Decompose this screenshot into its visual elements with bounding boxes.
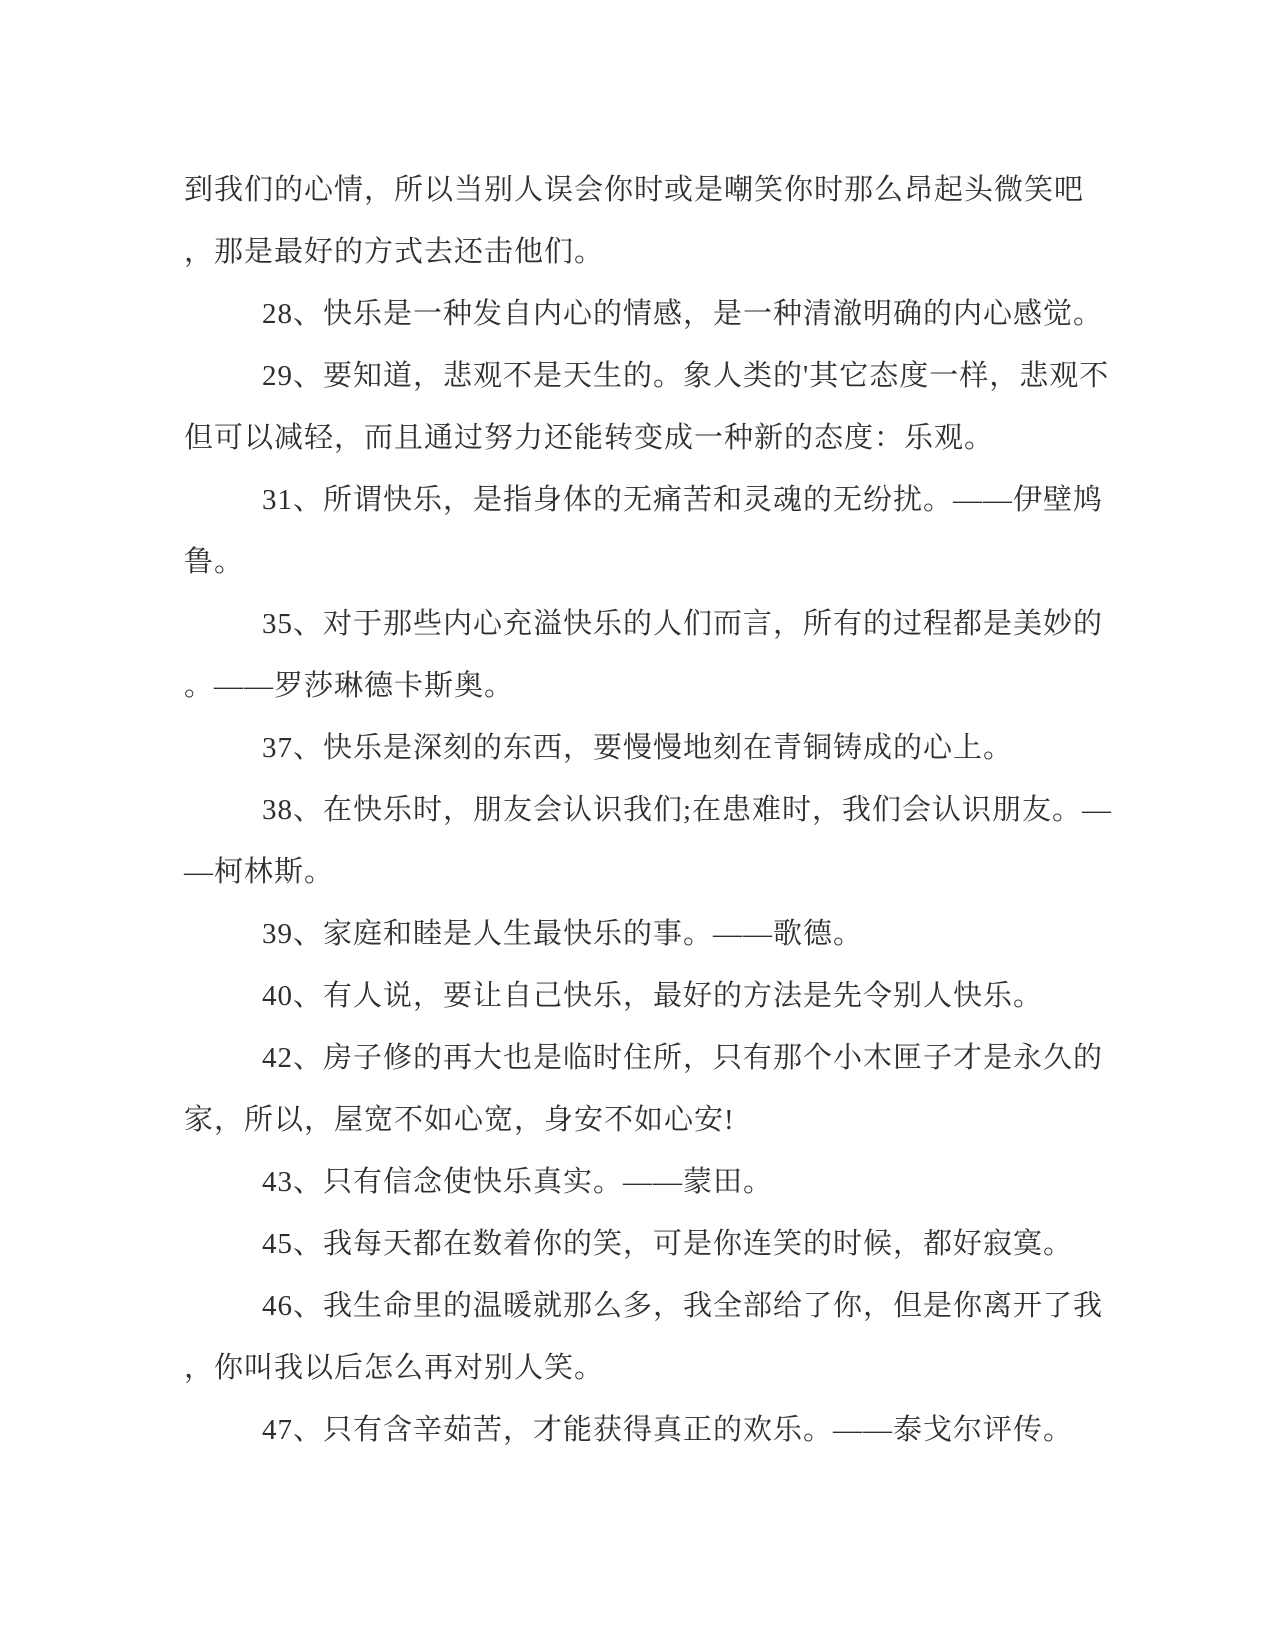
text-line: 46、我生命里的温暖就那么多，我全部给了你，但是你离开了我 (262, 1290, 1104, 1322)
text-line: 38、在快乐时，朋友会认识我们;在患难时，我们会认识朋友。— (262, 794, 1113, 826)
text-line: 39、家庭和睦是人生最快乐的事。——歌德。 (262, 918, 864, 950)
document-body (184, 159, 1113, 1461)
text-line: 但可以减轻，而且通过努力还能转变成一种新的态度：乐观。 (184, 422, 995, 454)
text-line: 家，所以，屋宽不如心宽，身安不如心安! (184, 1104, 735, 1136)
text-line: 40、有人说，要让自己快乐，最好的方法是先令别人快乐。 (262, 980, 1044, 1012)
text-line: 45、我每天都在数着你的笑，可是你连笑的时候，都好寂寞。 (262, 1228, 1074, 1260)
text-line: 47、只有含辛茹苦，才能获得真正的欢乐。——泰戈尔评传。 (262, 1414, 1074, 1446)
text-line: 鲁。 (184, 546, 245, 578)
text-line: 29、要知道，悲观不是天生的。象人类的'其它态度一样，悲观不 (262, 360, 1110, 392)
text-line: 43、只有信念使快乐真实。——蒙田。 (262, 1166, 774, 1198)
text-line: ，你叫我以后怎么再对别人笑。 (184, 1352, 605, 1384)
text-line: 35、对于那些内心充溢快乐的人们而言，所有的过程都是美妙的 (262, 608, 1104, 640)
text-line: 到我们的心情，所以当别人误会你时或是嘲笑你时那么昂起头微笑吧 (184, 174, 1085, 206)
text-line: 42、房子修的再大也是临时住所，只有那个小木匣子才是永久的 (262, 1042, 1104, 1074)
text-line: 28、快乐是一种发自内心的情感，是一种清澈明确的内心感觉。 (262, 298, 1104, 330)
text-line: 31、所谓快乐，是指身体的无痛苦和灵魂的无纷扰。——伊壁鸠 (262, 484, 1104, 516)
text-line: ，那是最好的方式去还击他们。 (184, 236, 605, 268)
text-line: —柯林斯。 (184, 856, 335, 888)
text-line: 37、快乐是深刻的东西，要慢慢地刻在青铜铸成的心上。 (262, 732, 1014, 764)
text-line: 。——罗莎琳德卡斯奥。 (184, 670, 515, 702)
